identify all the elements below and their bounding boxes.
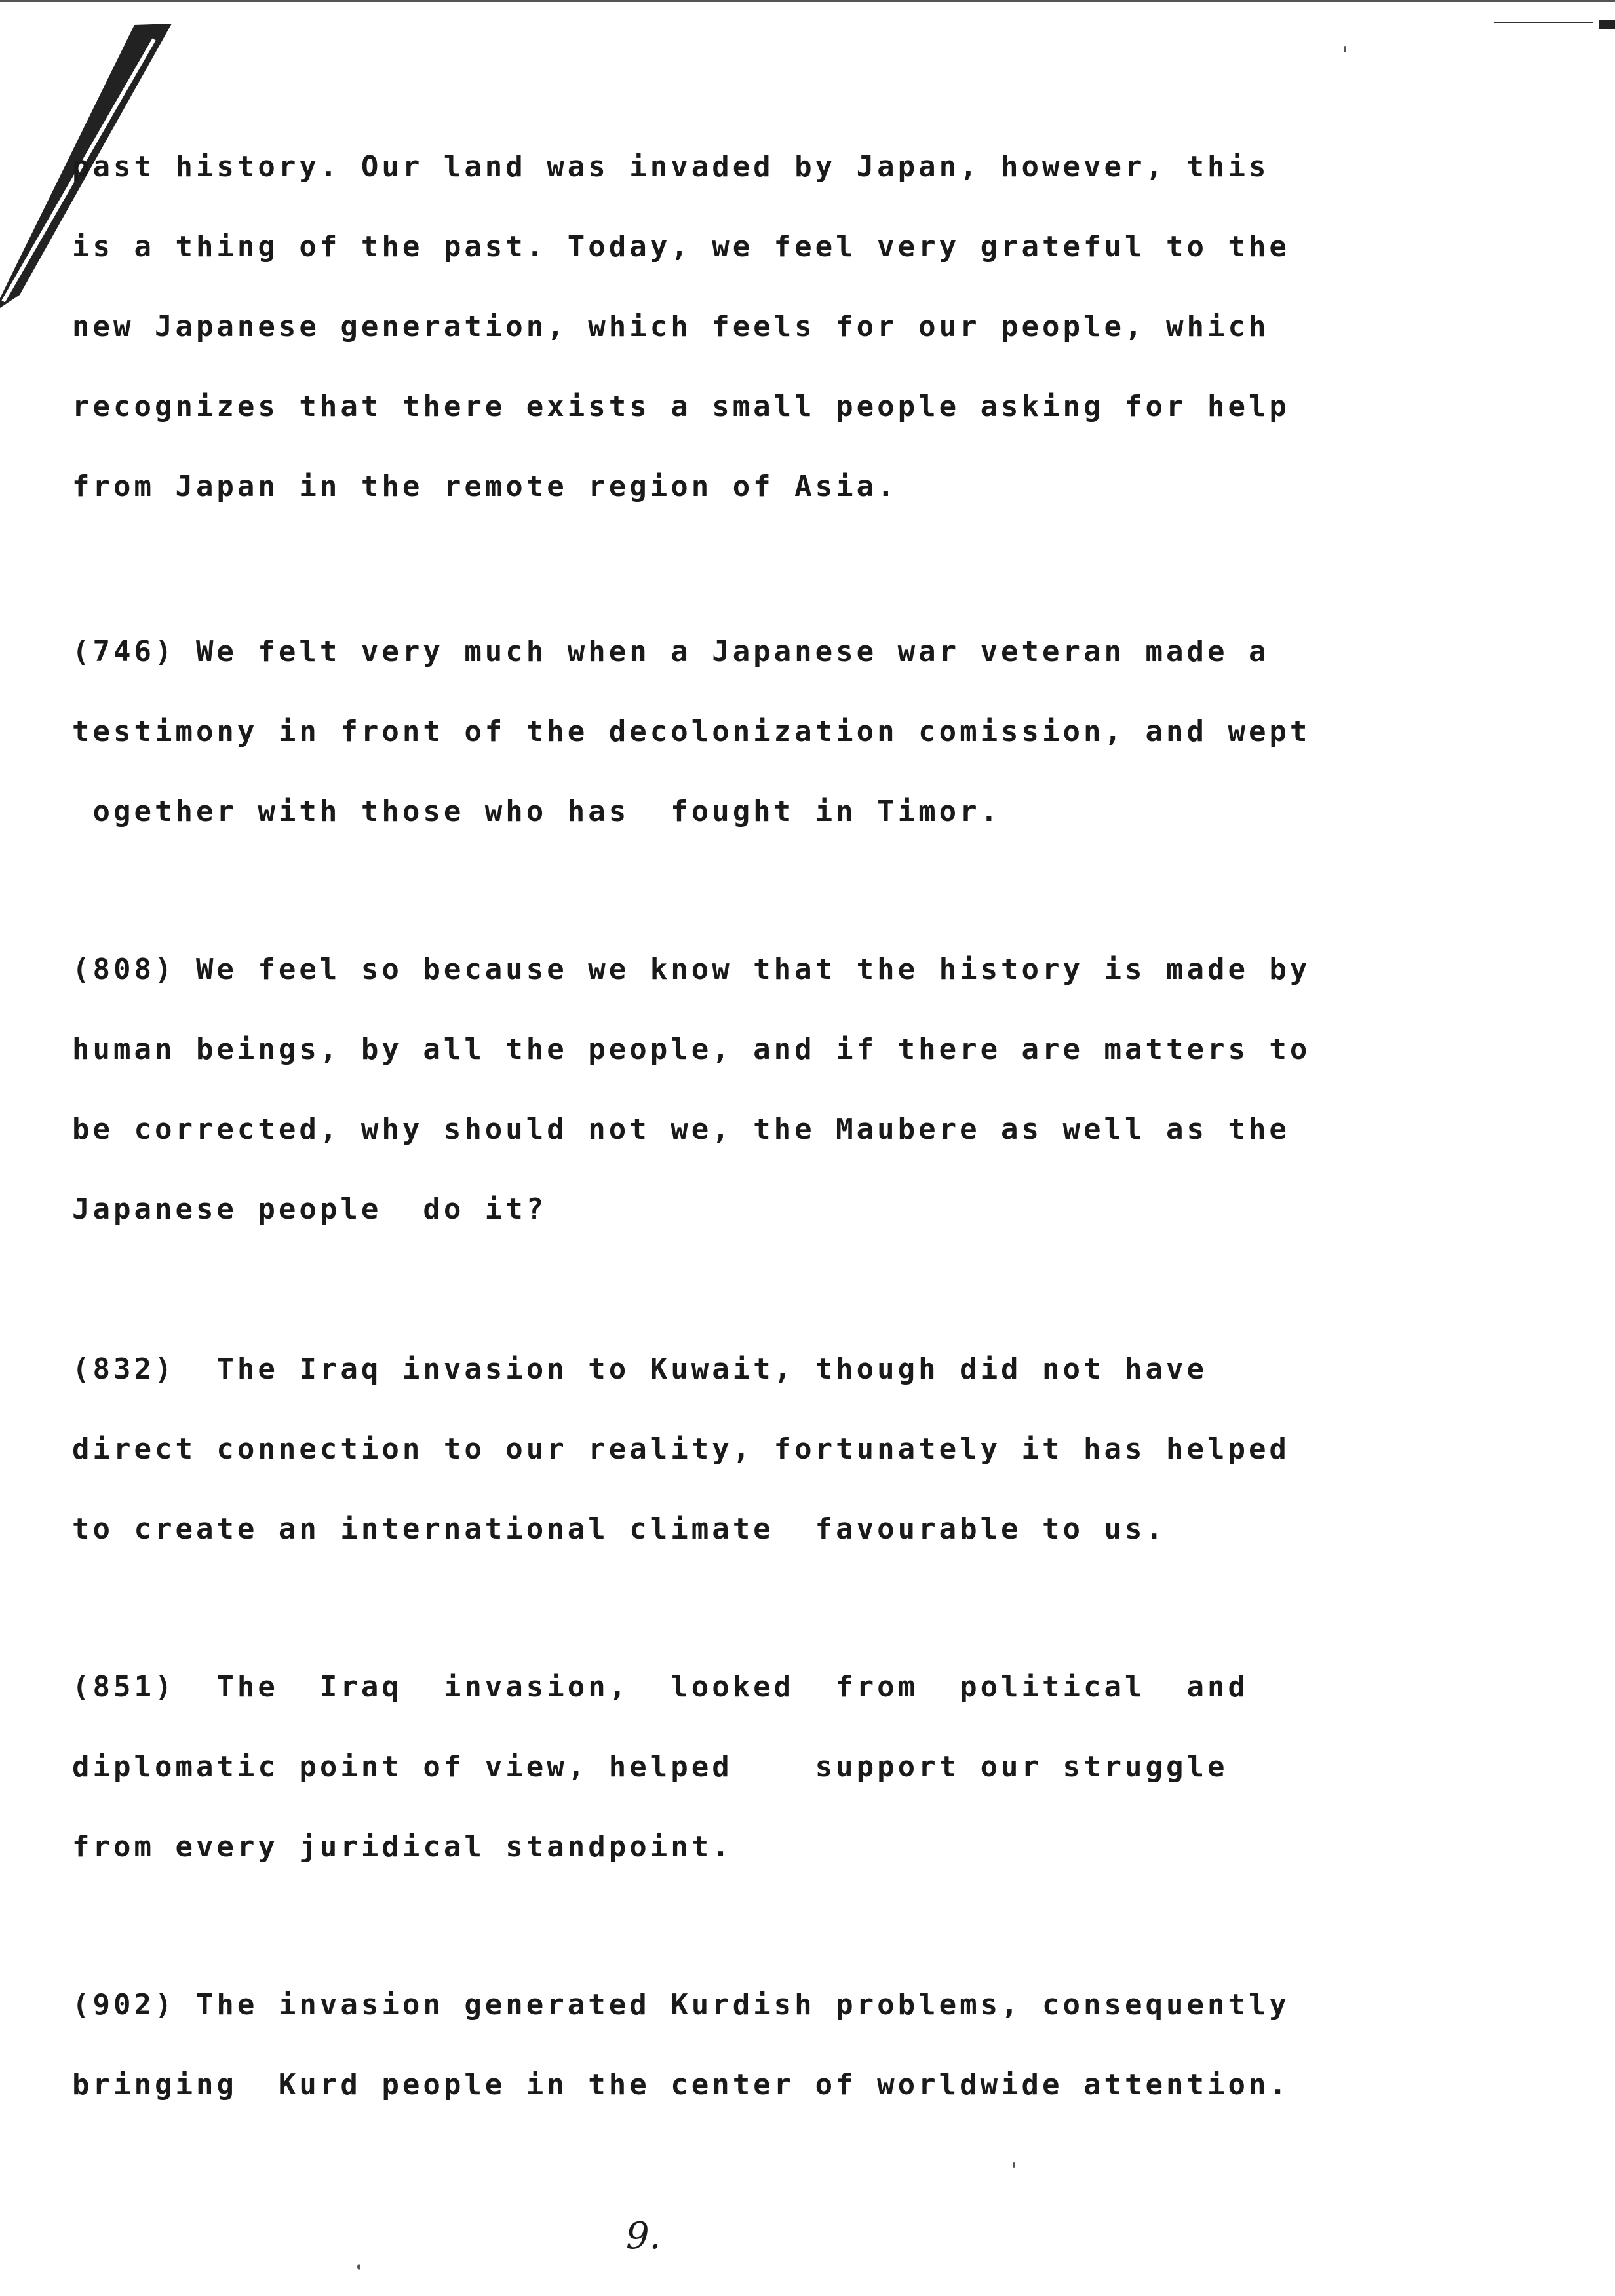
text-line: (746) We felt very much when a Japanese war veteran made a — [72, 635, 1270, 668]
scan-speck — [1344, 46, 1346, 52]
text-line: from Japan in the remote region of Asia. — [72, 470, 898, 503]
text-line: is a thing of the past. Today, we feel very grateful to the — [72, 230, 1290, 263]
paragraph-808 — [72, 950, 1311, 1270]
text-line: (902) The invasion generated Kurdish problems, consequently — [72, 1988, 1290, 2021]
page-number: 9. — [626, 2215, 661, 2257]
text-line: (808) We feel so because we know that the history is made by — [72, 953, 1311, 986]
text-line: from every juridical standpoint. — [72, 1830, 733, 1864]
scan-speck — [1013, 2162, 1015, 2168]
text-line: direct connection to our reality, fortunately it has helped — [72, 1432, 1290, 1466]
text-line: diplomatic point of view, helped support our struggle — [72, 1750, 1228, 1784]
paragraph-832 — [72, 1350, 1298, 1590]
paragraph-851 — [72, 1668, 1298, 1907]
text-line: be corrected, why should not we, the Maubere as well as the — [72, 1113, 1290, 1146]
text-line: to create an international climate favourable to us. — [72, 1512, 1166, 1546]
text-line: human beings, by all the people, and if there are matters to — [72, 1033, 1311, 1066]
top-border-line — [0, 0, 1615, 2]
text-line: (851) The Iraq invasion, looked from political and — [72, 1670, 1249, 1704]
text-line: past history. Our land was invaded by Japan, however, this — [72, 150, 1270, 183]
paragraph-1 — [72, 147, 1298, 547]
corner-mark — [1494, 20, 1615, 29]
paragraph-902 — [72, 1985, 1298, 2145]
text-line: bringing Kurd people in the center of worldwide attention. — [72, 2068, 1290, 2101]
scan-speck — [357, 2264, 360, 2270]
paragraph-746 — [72, 632, 1311, 872]
text-line: Japanese people do it? — [72, 1193, 547, 1226]
text-line: new Japanese generation, which feels for our people, which — [72, 310, 1270, 343]
text-line: ogether with those who has fought in Timor. — [72, 795, 1002, 828]
text-line: (832) The Iraq invasion to Kuwait, though did not have — [72, 1352, 1207, 1386]
text-line: testimony in front of the decolonization comission, and wept — [72, 715, 1311, 748]
text-line: recognizes that there exists a small people asking for help — [72, 390, 1290, 423]
